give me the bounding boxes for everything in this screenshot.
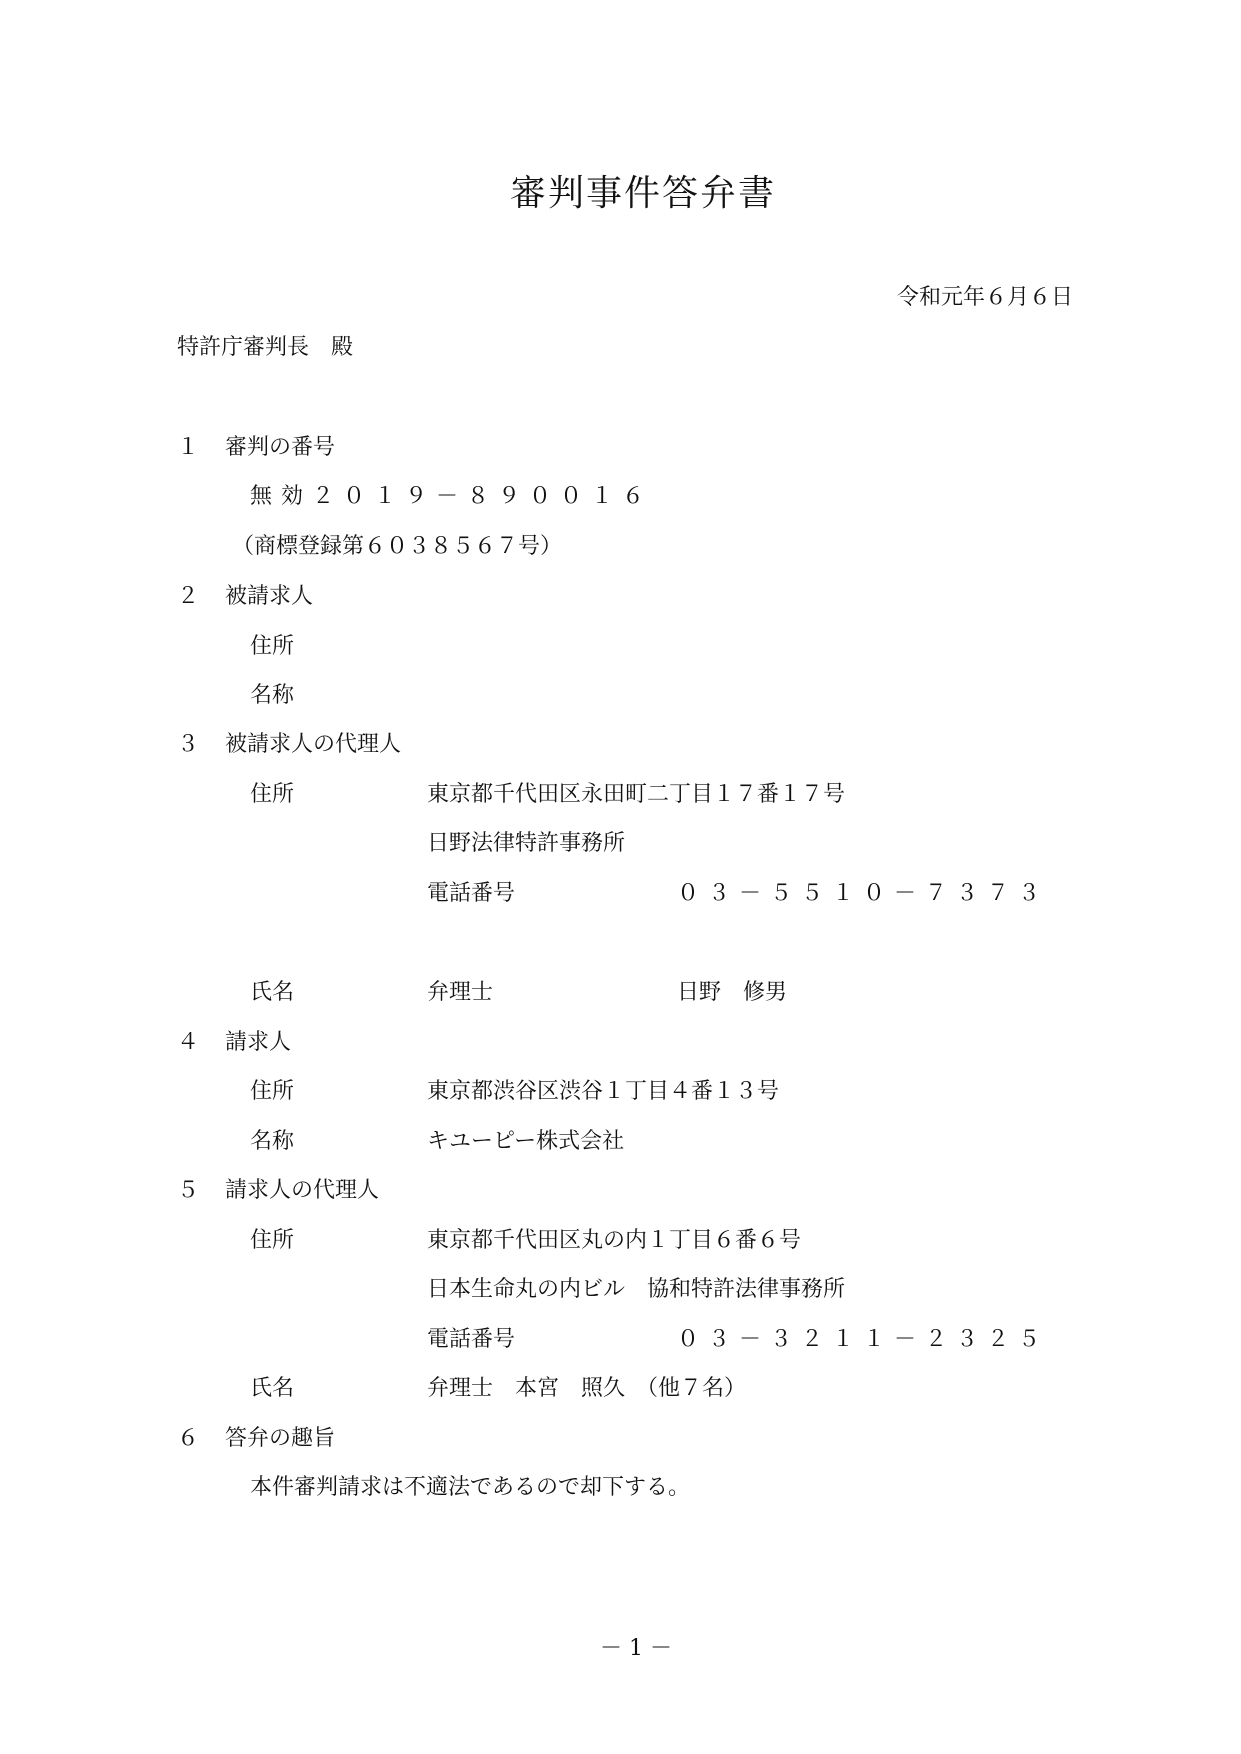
claimant-agent-address: 東京都千代田区丸の内１丁目６番６号 — [427, 1228, 802, 1253]
section-4-heading: 請求人 — [225, 1030, 292, 1055]
document-date: 令和元年６月６日 — [897, 285, 1074, 310]
respondent-agent-phone: ０３－５５１０－７３７３ — [677, 881, 1050, 906]
section-1-heading: 審判の番号 — [225, 435, 336, 460]
section-2-number: ２ — [177, 584, 200, 609]
section-6-number: ６ — [177, 1426, 200, 1451]
respondent-agent-address-label: 住所 — [250, 782, 295, 807]
section-5-heading: 請求人の代理人 — [225, 1178, 380, 1203]
claimant-name: キユーピー株式会社 — [427, 1129, 625, 1154]
section-1-number: １ — [177, 435, 200, 460]
claimant-name-label: 名称 — [250, 1129, 295, 1154]
answer-purport-body: 本件審判請求は不適法であるので却下する。 — [250, 1475, 691, 1500]
claimant-agent-address-label: 住所 — [250, 1228, 295, 1253]
claimant-agent-office: 日本生命丸の内ビル 協和特許法律事務所 — [427, 1277, 846, 1302]
respondent-agent-name: 日野 修男 — [677, 980, 788, 1005]
document-title: 審判事件答弁書 — [510, 173, 777, 214]
claimant-agent-phone-label: 電話番号 — [427, 1327, 516, 1352]
claimant-agent-phone: ０３－３２１１－２３２５ — [677, 1327, 1050, 1352]
respondent-agent-title: 弁理士 — [427, 980, 494, 1005]
respondent-agent-address: 東京都千代田区永田町二丁目１７番１７号 — [427, 782, 846, 807]
claimant-address-label: 住所 — [250, 1079, 295, 1104]
respondent-name-label: 名称 — [250, 683, 295, 708]
section-4-number: ４ — [177, 1030, 200, 1055]
registration-number: （商標登録第６０３８５６７号） — [232, 534, 563, 559]
addressee: 特許庁審判長 殿 — [177, 335, 354, 360]
respondent-agent-phone-label: 電話番号 — [427, 881, 516, 906]
section-3-number: ３ — [177, 732, 200, 757]
trial-number: 無効２０１９－８９００１６ — [250, 484, 654, 509]
page-number: － 1 － — [600, 1636, 672, 1661]
claimant-agent-name-label: 氏名 — [250, 1376, 295, 1401]
section-2-heading: 被請求人 — [225, 584, 314, 609]
respondent-agent-name-label: 氏名 — [250, 980, 295, 1005]
section-3-heading: 被請求人の代理人 — [225, 732, 402, 757]
respondent-agent-office: 日野法律特許事務所 — [427, 831, 626, 856]
section-5-number: ５ — [177, 1178, 200, 1203]
section-6-heading: 答弁の趣旨 — [225, 1426, 336, 1451]
claimant-agent-name: 弁理士 本宮 照久 （他７名） — [427, 1376, 747, 1401]
respondent-address-label: 住所 — [250, 634, 295, 659]
claimant-address: 東京都渋谷区渋谷１丁目４番１３号 — [427, 1079, 780, 1104]
